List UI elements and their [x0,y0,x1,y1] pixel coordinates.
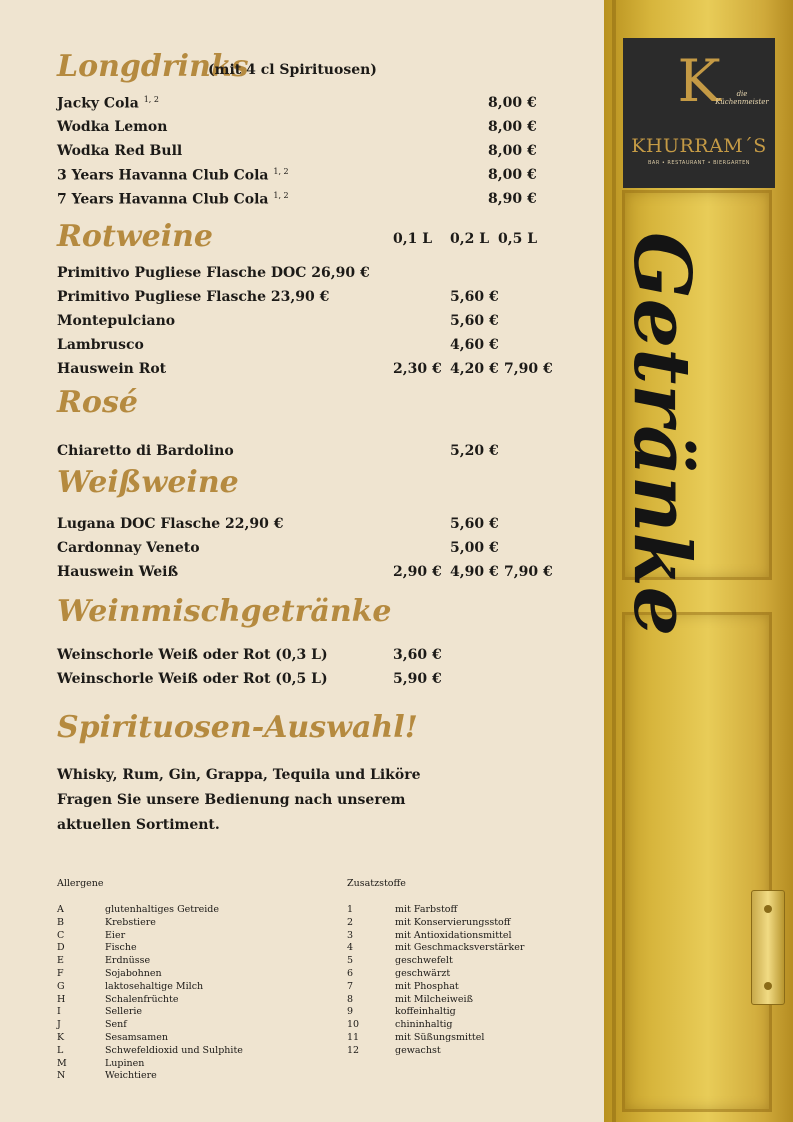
longdrinks-note: (mit 4 cl Spirituosen) [208,62,377,78]
legend-item [347,994,587,1007]
legend-item [57,955,337,968]
item-price: 5,60 € [450,313,499,329]
item-price: 3,60 € [393,647,442,663]
legend-value: gewachst [395,1044,441,1056]
list-item [57,540,557,560]
heading-spirituosen: Spirituosen-Auswahl! [57,710,418,745]
item-name [57,191,289,208]
item-name: Montepulciano [57,313,176,329]
legend-key: 5 [347,955,354,967]
heading-rotweine: Rotweine [57,219,214,254]
item-price: 5,00 € [450,540,499,556]
item-name-text: Wodka Red Bull [57,143,183,159]
legend-key: 6 [347,967,354,979]
spirituosen-line: Fragen Sie unsere Bedienung nach unserem [57,792,406,808]
legend-value: Lupinen [105,1057,145,1069]
legend-value: Fische [105,942,137,954]
list-item [57,191,557,211]
legend-value: geschwefelt [395,955,453,967]
legend-key: N [57,1070,66,1082]
legend-item [57,942,337,955]
legend-key: B [57,916,64,928]
legend-value: mit Farbstoff [395,904,458,915]
heading-weinmischgetraenke: Weinmischgetränke [57,594,392,629]
item-price: 8,00 € [488,119,537,135]
legend-value: geschwärzt [395,967,451,979]
legend-value: Schwefeldioxid und Sulphite [105,1044,243,1056]
spirituosen-text [57,763,421,838]
page-title: Getränke [616,232,707,637]
heading-longdrinks: Longdrinks [57,49,249,84]
item-price: 5,60 € [450,289,499,305]
item-price: 7,90 € [504,361,553,377]
item-price: 5,20 € [450,443,499,459]
item-name: Lambrusco [57,337,144,353]
item-price: 5,90 € [393,671,442,687]
legend-key: 4 [347,942,354,954]
legend-item [347,917,587,930]
legend-item [57,1019,337,1032]
legend-key: 2 [347,916,354,928]
legend-value: Senf [105,1019,127,1031]
legend-key: D [57,942,65,954]
item-name: Hauswein Weiß [57,564,179,580]
col-header-02: 0,2 L [450,231,490,247]
legend-value: Sesamsamen [105,1031,168,1043]
door-panel-bottom [622,612,772,1112]
legend-item [347,1006,587,1019]
list-item [57,95,557,115]
legend-key: 1 [347,904,354,915]
heading-rose: Rosé [57,385,138,420]
legend-key: J [57,1019,61,1031]
list-item [57,289,557,309]
legend-item [347,930,587,943]
list-item [57,337,557,357]
legend-value: Krebstiere [105,916,156,928]
item-price: 5,60 € [450,516,499,532]
legend-key: C [57,929,65,941]
list-item [57,647,557,667]
item-name: Primitivo Pugliese Flasche DOC 26,90 € [57,265,370,281]
legend-item [347,942,587,955]
legend-key: G [57,980,65,992]
item-name [57,119,167,135]
legend-item [347,981,587,994]
item-name-text: Jacky Cola [57,95,139,112]
logo-letter: K [677,47,721,115]
legend-value: Erdnüsse [105,955,151,967]
item-name: Primitivo Pugliese Flasche 23,90 € [57,289,330,305]
zusatzstoffe-legend [347,878,587,1058]
logo-name: KHURRAM´S [631,135,767,157]
allergene-legend [57,878,337,1083]
legend-value: mit Antioxidationsmittel [395,929,512,941]
legend-key: K [57,1031,65,1043]
legend-key: 10 [347,1019,360,1031]
legend-key: F [57,967,64,979]
legend-value: Sellerie [105,1006,143,1018]
legend-key: M [57,1057,67,1069]
item-footnote: 1, 2 [273,191,289,200]
legend-key: 3 [347,929,354,941]
legend-item [347,955,587,968]
legend-value: mit Phosphat [395,980,459,992]
item-name [57,167,289,184]
legend-key: I [57,1006,61,1018]
item-price: 4,90 € [450,564,499,580]
legend-item [57,917,337,930]
item-price: 4,60 € [450,337,499,353]
legend-key: 7 [347,980,354,992]
list-item [57,443,557,463]
list-item [57,564,557,584]
legend-value: laktosehaltige Milch [105,980,204,992]
legend-item [57,904,337,917]
legend-item [347,1019,587,1032]
legend-key: H [57,993,66,1005]
list-item [57,143,557,163]
legend-item [57,1045,337,1058]
legend-key: 12 [347,1044,360,1056]
legend-value: chininhaltig [395,1019,453,1031]
spirituosen-line: Whisky, Rum, Gin, Grappa, Tequila und Liköre [57,767,421,783]
legend-key: 9 [347,1006,354,1018]
legend-value: mit Süßungsmittel [395,1031,485,1043]
zusatzstoffe-heading: Zusatzstoffe [347,878,406,889]
legend-item [57,968,337,981]
item-name: Lugana DOC Flasche 22,90 € [57,516,284,532]
item-name-text: Wodka Lemon [57,119,168,135]
item-name-text: 7 Years Havanna Club Cola [57,191,269,208]
item-price: 8,00 € [488,95,537,111]
col-header-01: 0,1 L [393,231,433,247]
legend-value: Schalenfrüchte [105,993,179,1005]
item-name: Weinschorle Weiß oder Rot (0,3 L) [57,647,328,663]
logo-tagline: BAR • RESTAURANT • BIERGARTEN [647,160,751,166]
legend-value: Eier [105,929,126,941]
legend-item [57,1058,337,1071]
legend-value: Weichtiere [105,1070,157,1082]
item-name-text: 3 Years Havanna Club Cola [57,167,269,184]
legend-key: E [57,955,64,967]
legend-value: mit Konservierungsstoff [395,916,511,928]
heading-weissweine: Weißweine [57,465,239,500]
legend-item [347,1045,587,1058]
legend-item [57,994,337,1007]
legend-item [57,1006,337,1019]
item-footnote: 1, 2 [143,95,159,104]
item-price: 2,90 € [393,564,442,580]
spirituosen-line: aktuellen Sortiment. [57,817,220,833]
item-name [57,143,182,159]
item-name: Chiaretto di Bardolino [57,443,234,459]
item-price: 8,00 € [488,143,537,159]
list-item [57,671,557,691]
legend-item [347,904,587,917]
item-price: 8,00 € [488,167,537,183]
item-footnote: 1, 2 [273,167,289,176]
list-item [57,265,557,285]
item-name: Cardonnay Veneto [57,540,200,556]
legend-item [57,1070,337,1083]
legend-item [57,930,337,943]
list-item [57,167,557,187]
item-name: Hauswein Rot [57,361,167,377]
item-price: 7,90 € [504,564,553,580]
legend-key: A [57,904,64,915]
list-item [57,313,557,333]
logo-script: die Küchenmeister [715,90,769,106]
legend-item [347,968,587,981]
khurrams-logo [623,38,775,188]
item-name: Weinschorle Weiß oder Rot (0,5 L) [57,671,328,687]
legend-item [57,1032,337,1045]
legend-key: 11 [347,1031,360,1043]
legend-key: 8 [347,993,354,1005]
legend-value: mit Geschmacksverstärker [395,942,525,954]
legend-item [57,981,337,994]
legend-value: Sojabohnen [105,967,162,979]
legend-item [347,1032,587,1045]
legend-value: koffeinhaltig [395,1006,456,1018]
list-item [57,361,557,381]
legend-key: L [57,1044,64,1056]
legend-value: mit Milcheiweiß [395,993,473,1005]
list-item [57,119,557,139]
allergene-heading: Allergene [57,878,104,889]
list-item [57,516,557,536]
item-price: 8,90 € [488,191,537,207]
door-hinge [751,890,785,1005]
legend-value: glutenhaltiges Getreide [105,904,220,915]
item-name [57,95,159,112]
item-price: 4,20 € [450,361,499,377]
item-price: 2,30 € [393,361,442,377]
col-header-05: 0,5 L [498,231,538,247]
